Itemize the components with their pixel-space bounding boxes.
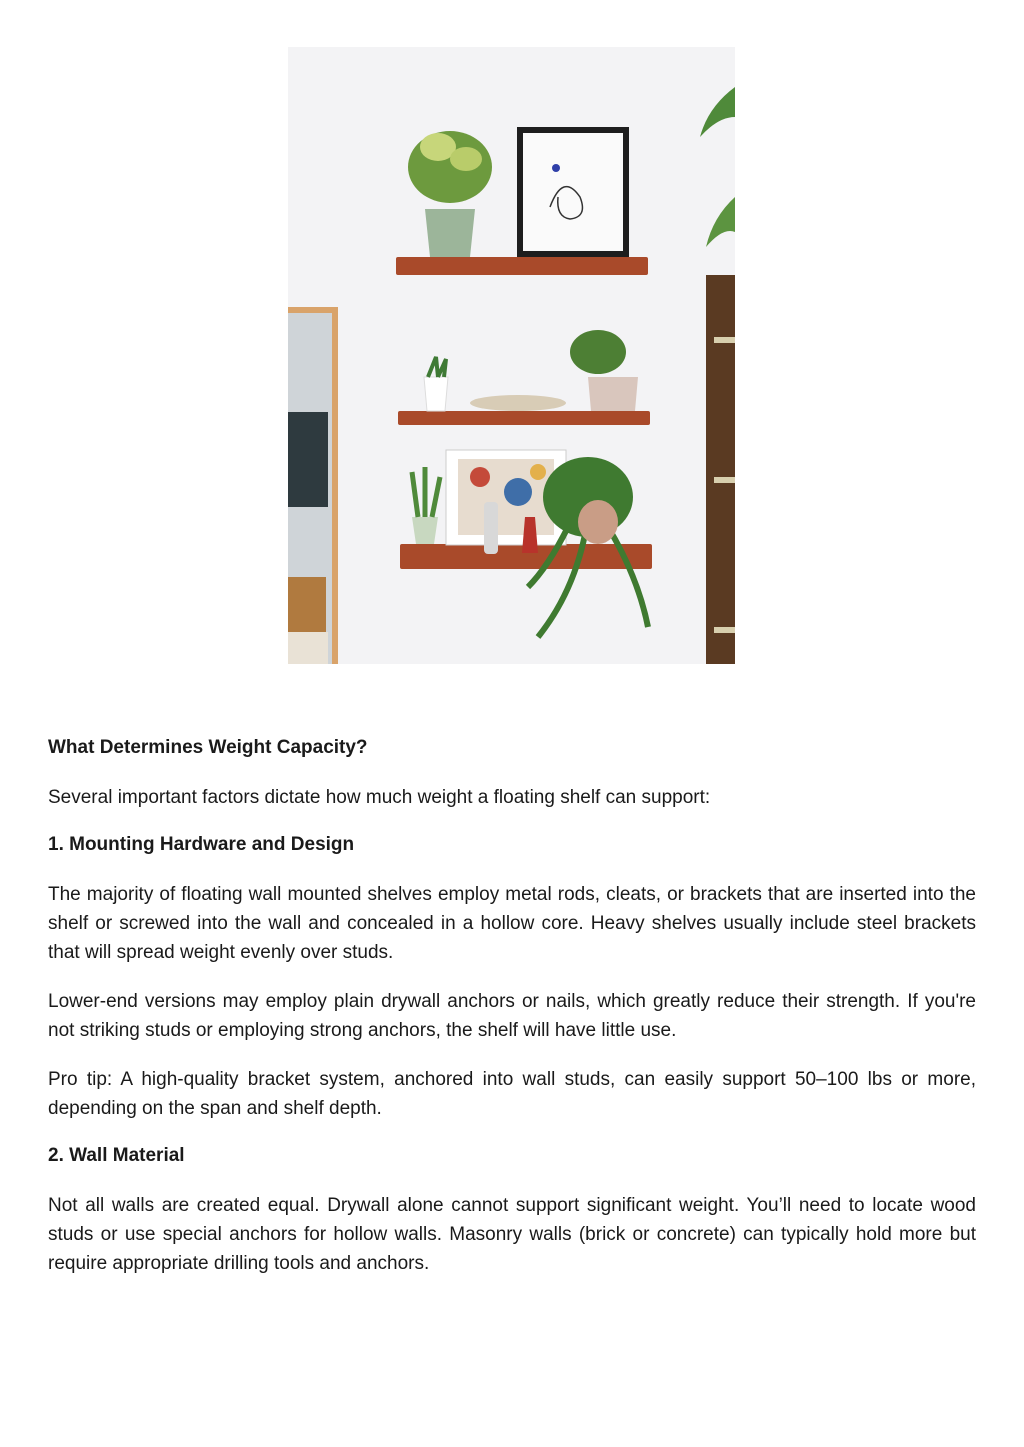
section-1-paragraph-2: Lower-end versions may employ plain drywall anchors or nails, which greatly reduce their strength. If you're not striking studs or employing strong anchors, the shelf will have little use. [48,991,976,1041]
section-2-paragraph-1: Not all walls are created equal. Drywall alone cannot support significant weight. You’ll need to locate wood studs or use special anchors for hollow walls. Masonry walls (brick or concrete) can typically hold more but require appropriate drilling tools and anchors. [48,1195,976,1274]
article-body [48,735,976,1298]
section-1-heading: 1. Mounting Hardware and Design [48,834,355,855]
shelves-illustration [288,47,735,664]
section-2-heading: 2. Wall Material [48,1145,185,1166]
shelves-photo [288,47,735,664]
main-heading: What Determines Weight Capacity? [48,737,368,758]
pro-tip-paragraph: Pro tip: A high-quality bracket system, anchored into wall studs, can easily support 50–100 lbs or more, depending on the span and shelf depth. [48,1069,976,1119]
intro-paragraph: Several important factors dictate how much weight a floating shelf can support: [48,787,711,808]
section-1-paragraph-1: The majority of floating wall mounted shelves employ metal rods, cleats, or brackets that are inserted into the shelf or screwed into the wall and concealed in a hollow core. Heavy shelves usually include steel brackets that will spread weight evenly over studs. [48,884,976,963]
